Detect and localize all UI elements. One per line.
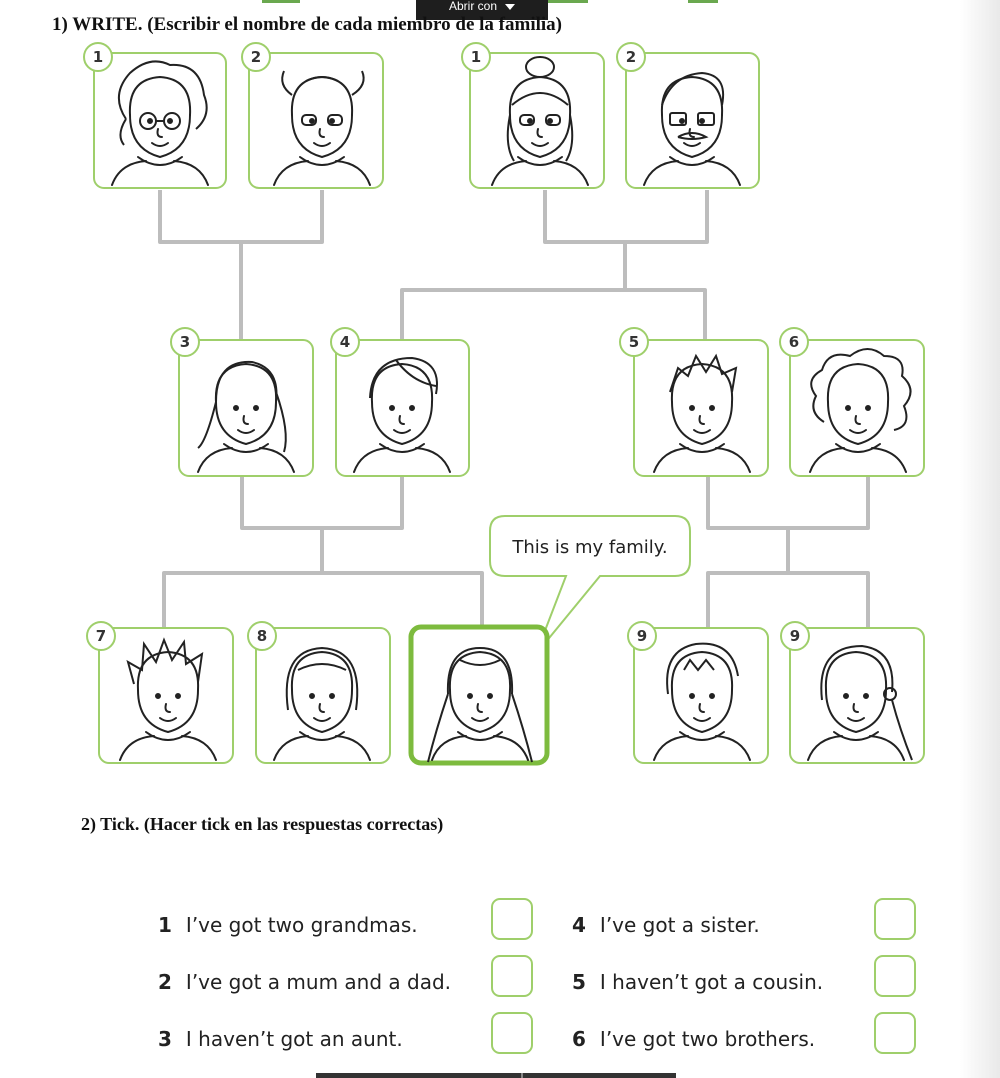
statement-number: 6 [572, 1027, 586, 1051]
statement-6 [572, 1027, 815, 1051]
open-with-label: Abrir con [448, 0, 498, 13]
tickbox-4[interactable] [874, 898, 916, 940]
member-card-brother[interactable] [87, 622, 233, 763]
member-number: 3 [179, 333, 191, 351]
member-number: 4 [339, 333, 351, 351]
statement-5 [572, 970, 823, 994]
member-card-grandpa-paternal[interactable] [242, 43, 383, 188]
member-card-grandpa-maternal[interactable] [617, 43, 759, 188]
member-number: 9 [789, 627, 801, 645]
member-number: 6 [788, 333, 800, 351]
member-number: 1 [470, 48, 482, 66]
member-card-cousin-boy[interactable] [628, 622, 768, 763]
section2-title: 2) Tick. (Hacer tick en las respuestas correctas) [81, 814, 444, 834]
viewer-bottom-toolbar[interactable] [316, 1073, 676, 1078]
statement-text: I’ve got a sister. [599, 913, 760, 937]
member-number: 8 [256, 627, 268, 645]
statement-number: 3 [158, 1027, 172, 1051]
statement-1 [158, 913, 418, 937]
statement-number: 1 [158, 913, 172, 937]
member-card-cousin-girl[interactable] [781, 622, 924, 763]
member-number: 7 [95, 627, 107, 645]
statement-text: I’ve got a mum and a dad. [185, 970, 452, 994]
statement-text: I haven’t got an aunt. [185, 1027, 403, 1051]
tickbox-6[interactable] [874, 1012, 916, 1054]
member-number: 2 [625, 48, 637, 66]
statement-text: I’ve got two grandmas. [185, 913, 418, 937]
statement-number: 5 [572, 970, 586, 994]
tickbox-3[interactable] [491, 1012, 533, 1054]
member-number: 9 [636, 627, 648, 645]
member-card-parent-man[interactable] [331, 328, 469, 476]
statement-text: I’ve got two brothers. [599, 1027, 816, 1051]
statement-3 [158, 1027, 403, 1051]
statement-number: 2 [158, 970, 172, 994]
tickbox-2[interactable] [491, 955, 533, 997]
member-number: 1 [92, 48, 104, 66]
speech-bubble-text: This is my family. [512, 537, 668, 558]
member-card-me[interactable] [411, 627, 547, 763]
section1-title: 1) WRITE. (Escribir el nombre de cada miembro de la familia) [52, 14, 562, 35]
tickbox-1[interactable] [491, 898, 533, 940]
member-card-parent-woman[interactable] [171, 328, 313, 476]
statement-text: I haven’t got a cousin. [599, 970, 824, 994]
member-card-aunt[interactable] [780, 328, 924, 476]
member-card-grandma-paternal[interactable] [84, 43, 226, 188]
member-card-sister[interactable] [248, 622, 390, 763]
toolbar-divider [521, 1073, 523, 1078]
member-number: 5 [628, 333, 640, 351]
member-card-uncle[interactable] [620, 328, 768, 476]
statement-number: 4 [572, 913, 586, 937]
member-card-grandma-maternal[interactable] [462, 43, 604, 188]
tickbox-5[interactable] [874, 955, 916, 997]
member-number: 2 [250, 48, 262, 66]
statement-2 [158, 970, 451, 994]
statement-4 [572, 913, 760, 937]
